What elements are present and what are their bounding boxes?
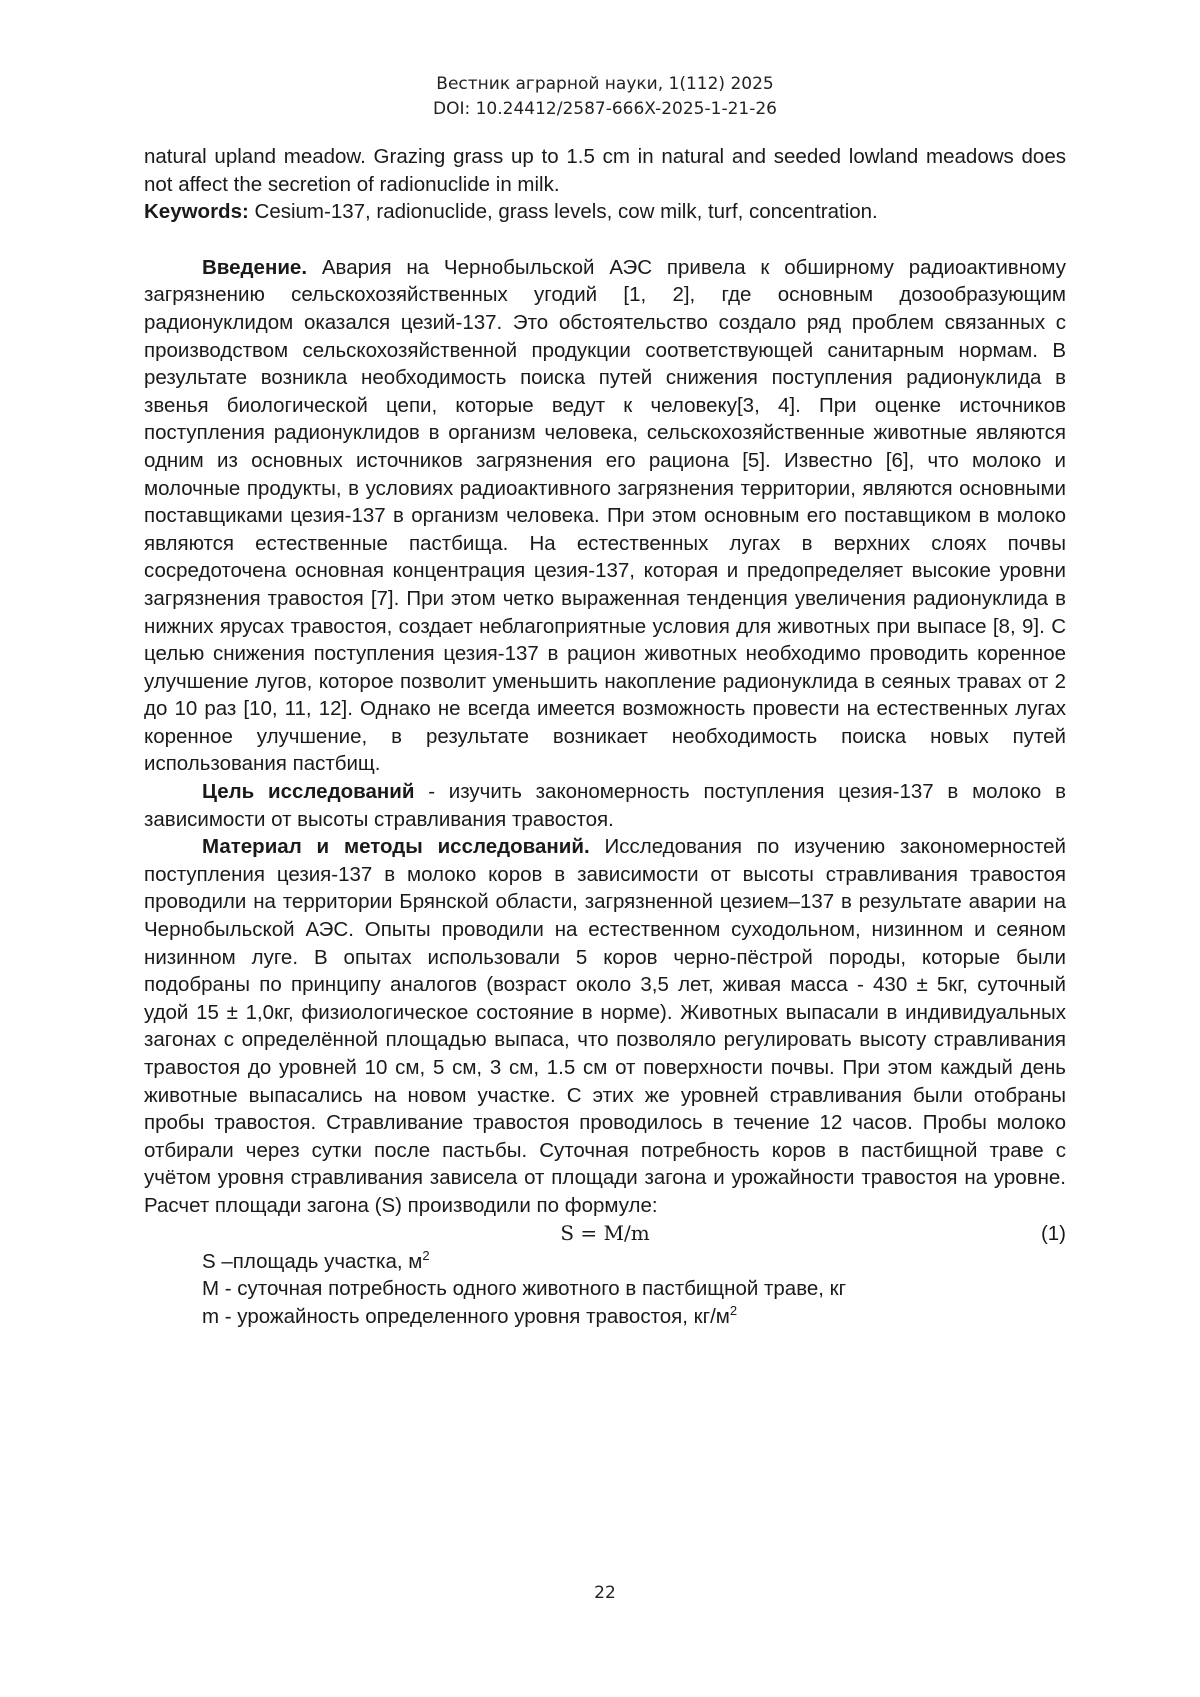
- intro-text: Авария на Чернобыльской АЭС привела к обширному радиоактивному загрязнению сельскохозяйственных угодий [1, 2], где основным дозообразующим радионуклидом оказался цезий-137. Это обстоятельство создало ряд проблем связанных с производством сельскохозяйственной продукции соответствующей санитарным нормам. В результате возникла необходимость поиска путей снижения поступления радионуклида в звенья биологической цепи, которые ведут к человеку[3, 4]. При оценке источников поступления радионуклидов в организм человека, сельскохозяйственные животные являются одним из основных источников загрязнения его рациона [5]. Известно [6], что молоко и молочные продукты, в условиях радиоактивного загрязнения территории, являются основными поставщиками цезия-137 в организм человека. При этом основным его поставщиком в молоко являются естественные пастбища. На естественных лугах в верхних слоях почвы сосредоточена основная концентрация цезия-137, которая и предопределяет высокие уровни загрязнения травостоя [7]. При этом четко выраженная тенденция увеличения радионуклида в нижних ярусах травостоя, создает неблагоприятные условия для животных при выпасе [8, 9]. С целью снижения поступления цезия-137 в рацион животных необходимо проводить коренное улучшение лугов, которое позволит уменьшить накопление радионуклида в сеяных травах от 2 до 10 раз [10, 11, 12]. Однако не всегда имеется возможность провести на естественных лугах коренное улучшение, в результате возникает необходимость поиска новых путей использования пастбищ.: [144, 255, 1066, 776]
- formula-1: [144, 1220, 1066, 1248]
- intro-heading: Введение.: [202, 255, 308, 279]
- running-header: [144, 72, 1066, 122]
- goal-paragraph: [144, 778, 1066, 833]
- formula-expression: S = M/m: [560, 1220, 650, 1245]
- abstract-tail: natural upland meadow. Grazing grass up to 1.5 cm in natural and seeded lowland meadows does not affect the secretion of radionuclide in milk.: [144, 145, 1066, 196]
- goal-text: - изучить закономерность поступления цезия-137 в молоко в зависимости от высоты стравливания травостоя.: [144, 780, 1066, 831]
- doi: DOI: 10.24412/2587-666X-2025-1-21-26: [433, 99, 777, 119]
- formula-definitions: [144, 1248, 1066, 1331]
- goal-heading: Цель исследований: [202, 780, 415, 804]
- methods-paragraph: [144, 833, 1066, 1219]
- intro-paragraph: [144, 254, 1066, 778]
- definition-M: М - суточная потребность одного животного в пастбищной траве, кг: [202, 1277, 847, 1301]
- definition-s-sup: 2: [422, 1247, 430, 1263]
- spacer: [144, 226, 1066, 254]
- page-number: 22: [594, 1583, 616, 1603]
- keywords-label: Keywords:: [144, 200, 249, 224]
- journal-title: Вестник аграрной науки, 1(112) 2025: [436, 74, 774, 94]
- methods-heading: Материал и методы исследований.: [202, 835, 590, 859]
- article-body: [144, 143, 1066, 1330]
- definition-s: [144, 1248, 1066, 1276]
- keywords: [144, 198, 1066, 226]
- keywords-text: Cesium-137, radionuclide, grass levels, cow milk, turf, concentration.: [248, 200, 878, 224]
- formula-number: (1): [1040, 1221, 1066, 1245]
- definition-m-text: m - урожайность определенного уровня травостоя, кг/м: [202, 1304, 730, 1328]
- methods-text: Исследования по изучению закономерностей поступления цезия-137 в молоко коров в зависимости от высоты стравливания травостоя проводили на территории Брянской области, загрязненной цезием–137 в результате аварии на Чернобыльской АЭС. Опыты проводили на естественном суходольном, низинном и сеяном низинном луге. В опытах использовали 5 коров черно-пёстрой породы, которые были подобраны по принципу аналогов (возраст около 3,5 лет, живая масса - 430 ± 5кг, суточный удой 15 ± 1,0кг, физиологическое состояние в норме). Животных выпасали в индивидуальных загонах с определённой площадью выпаса, что позволяло регулировать высоту стравливания травостоя до уровней 10 см, 5 см, 3 см, 1.5 см от поверхности почвы. При этом каждый день животные выпасались на новом участке. С этих же уровней стравливания были отобраны пробы травостоя. Стравливание травостоя проводилось в течение 12 часов. Пробы молоко отбирали через сутки после пастьбы. Суточная потребность коров в пастбищной траве с учётом уровня стравливания зависела от площади загона и урожайности травостоя на уровне. Расчет площади загона (S) производили по формуле:: [144, 835, 1066, 1217]
- definition-m-sup: 2: [729, 1302, 738, 1318]
- definition-s-text: S –площадь участка, м: [202, 1249, 423, 1273]
- definition-m: [144, 1303, 1066, 1331]
